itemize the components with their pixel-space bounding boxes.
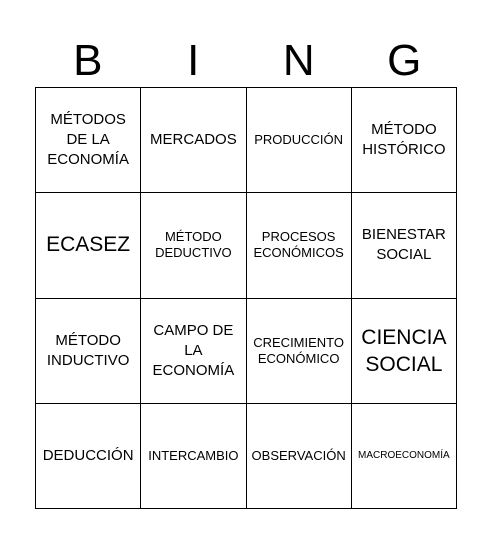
header-letter-b: B	[73, 36, 103, 85]
bingo-cell-r4-c1[interactable]: DEDUCCIÓN	[36, 404, 141, 509]
bingo-cell-r3-c4[interactable]: CIENCIA SOCIAL	[352, 299, 457, 404]
header-letter-g: G	[387, 36, 422, 85]
bingo-cell-r3-c2[interactable]: CAMPO DE LA ECONOMÍA	[141, 299, 246, 404]
bingo-cell-r1-c2[interactable]: MERCADOS	[141, 88, 246, 193]
bingo-card-grid	[35, 87, 457, 509]
header-letter-i: I	[187, 36, 200, 85]
bingo-cell-r1-c1[interactable]: MÉTODOS DE LA ECONOMÍA	[36, 88, 141, 193]
bingo-cell-r3-c1[interactable]: MÉTODO INDUCTIVO	[36, 299, 141, 404]
bingo-cell-r2-c4[interactable]: BIENESTAR SOCIAL	[352, 193, 457, 298]
bingo-cell-r1-c3[interactable]: PRODUCCIÓN	[247, 88, 352, 193]
bingo-cell-r1-c4[interactable]: MÉTODO HISTÓRICO	[352, 88, 457, 193]
bingo-cell-r2-c2[interactable]: MÉTODO DEDUCTIVO	[141, 193, 246, 298]
bingo-cell-r3-c3[interactable]: CRECIMIENTO ECONÓMICO	[247, 299, 352, 404]
bingo-header	[35, 36, 457, 86]
bingo-cell-r2-c3[interactable]: PROCESOS ECONÓMICOS	[247, 193, 352, 298]
bingo-cell-r4-c2[interactable]: INTERCAMBIO	[141, 404, 246, 509]
bingo-cell-r4-c4[interactable]: MACROECONOMÍA	[352, 404, 457, 509]
header-letter-n: N	[282, 36, 315, 85]
bingo-cell-r2-c1[interactable]: ECASEZ	[36, 193, 141, 298]
bingo-cell-r4-c3[interactable]: OBSERVACIÓN	[247, 404, 352, 509]
